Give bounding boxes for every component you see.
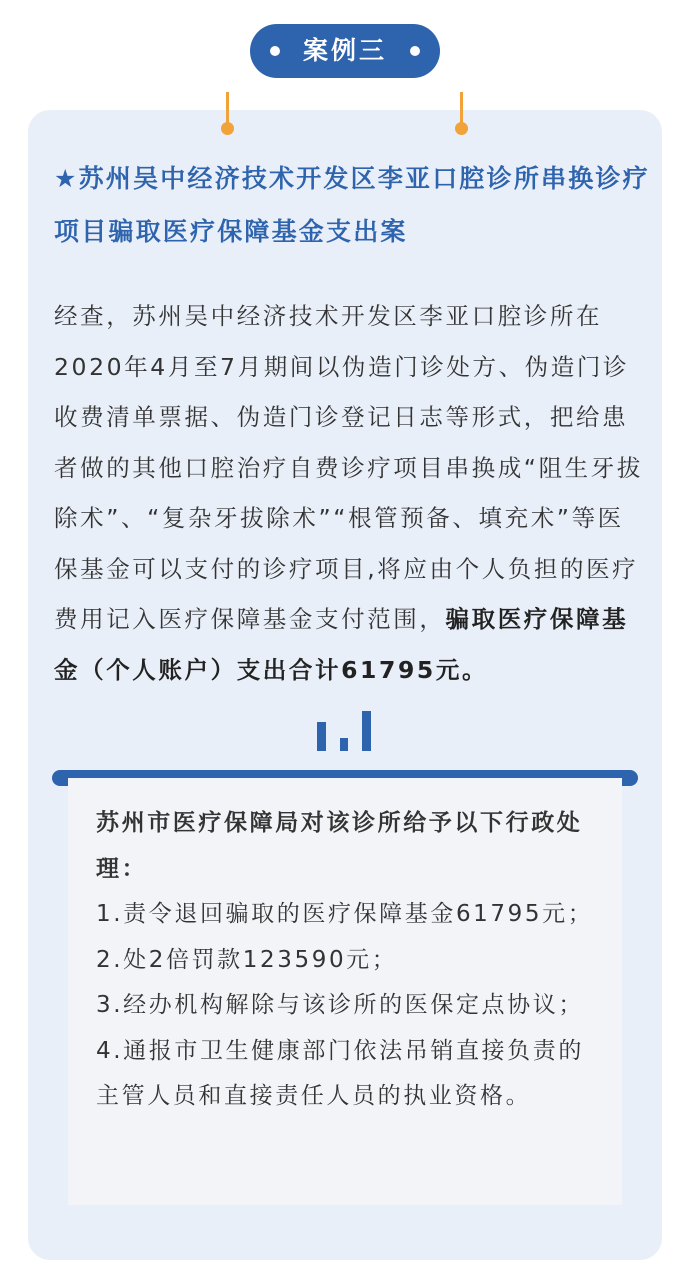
badge-label: 案例三 <box>302 36 387 65</box>
penalty-list <box>96 801 608 1120</box>
case-description <box>54 291 649 695</box>
case-description-text: 经查，苏州吴中经济技术开发区李亚口腔诊所在2020年4月至7月期间以伪造门诊处方、伪造门诊收费清单票据、伪造门诊登记日志等形式，把给患者做的其他口腔治疗自费诊疗项目串换成“阻生牙拔除术”、“复杂牙拔除术”“根管预备、填充术”等医保基金可以支付的诊疗项目,将应由个人负担的医疗费用记入医疗保障基金支付范围， <box>54 302 643 633</box>
case-title: ★苏州吴中经济技术开发区李亚口腔诊所串换诊疗项目骗取医疗保障基金支出案 <box>54 164 650 246</box>
penalty-item: 1.责令退回骗取的医疗保障基金61795元； <box>96 901 594 927</box>
bar-chart-icon <box>317 711 373 751</box>
connector-pin-right <box>454 92 468 136</box>
badge-dot-right <box>410 46 420 56</box>
penalty-heading: 苏州市医疗保障局对该诊所给予以下行政处理： <box>96 810 583 882</box>
penalty-item: 4.通报市卫生健康部门依法吊销直接负责的主管人员和直接责任人员的执业资格。 <box>96 1037 584 1109</box>
case-number-badge <box>250 24 440 78</box>
case-description-highlight: 骗取医疗保障基金（个人账户）支出合计61795元。 <box>54 605 629 684</box>
penalty-item: 2.处2倍罚款123590元； <box>96 946 398 973</box>
connector-pin-left <box>220 92 234 136</box>
penalty-item: 3.经办机构解除与该诊所的医保定点协议； <box>96 992 584 1018</box>
